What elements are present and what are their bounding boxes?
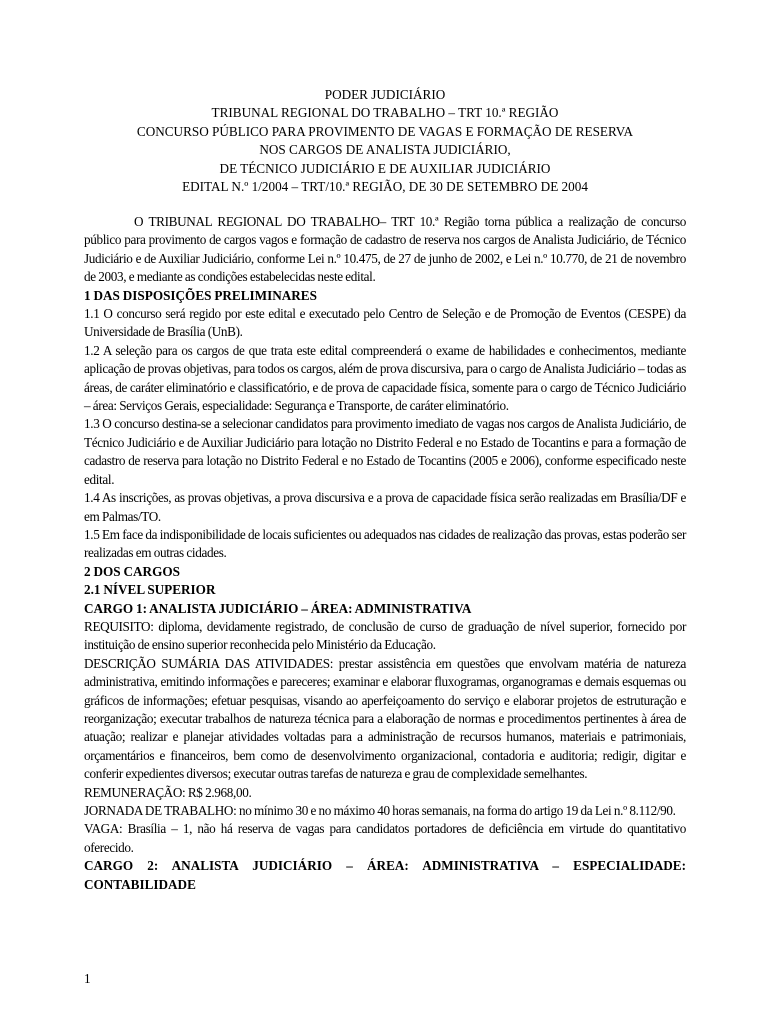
header-line-concurso: CONCURSO PÚBLICO PARA PROVIMENTO DE VAGAS E FORMAÇÃO DE RESERVA (136, 123, 634, 139)
section-1-title: 1 DAS DISPOSIÇÕES PRELIMINARES (84, 287, 317, 303)
paragraph-1-2: 1.2 A seleção para os cargos de que trata este edital compreenderá o exame de habilidades e conhecimentos, mediante aplicação de provas objetivas, para todos os cargos, além de prova discursiva, para o cargo de Analista Judiciário – todas as áreas, de caráter eliminatório e classificatório, e de prova de capacidade física, somente para o cargo de Técnico Judiciário – área: Serviços Gerais, especialidade: Segurança e Transporte, de caráter eliminatório. (84, 342, 686, 414)
cargo-1-jornada: JORNADA DE TRABALHO: no mínimo 30 e no máximo 40 horas semanais, na forma do artigo 19 da Lei n.º 8.112/90. (84, 803, 676, 818)
section-2-title: 2 DOS CARGOS (84, 563, 180, 579)
cargo-1-remuneracao: REMUNERAÇÃO: R$ 2.968,00. (84, 784, 252, 800)
header-line-poder: PODER JUDICIÁRIO (324, 87, 446, 102)
intro-paragraph: O TRIBUNAL REGIONAL DO TRABALHO– TRT 10.ª Região torna pública a realização de concurso público para provimento de cargos vagos e formação de cadastro de reserva nos cargos de Analista Judiciário, de Técnico Judiciário e de Auxiliar Judiciário, conforme Lei n.º 10.475, de 27 de junho de 2002, e Lei n.º 10.770, de 21 de novembro de 2003, e mediante as condições estabelecidas neste edital. (84, 214, 686, 285)
document-header (84, 86, 686, 196)
header-line-cargos-analista: NOS CARGOS DE ANALISTA JUDICIÁRIO, (259, 142, 511, 158)
page-number: 1 (84, 971, 91, 986)
cargo-1-requisito: REQUISITO: diploma, devidamente registrado, de conclusão de curso de graduação de nível superior, fornecido por instituição de ensino superior reconhecida pelo Ministério da Educação. (84, 618, 686, 653)
cargo-1-title: CARGO 1: ANALISTA JUDICIÁRIO – ÁREA: ADMINISTRATIVA (84, 600, 472, 616)
header-line-edital: EDITAL N.º 1/2004 – TRT/10.ª REGIÃO, DE 30 DE SETEMBRO DE 2004 (182, 179, 588, 195)
paragraph-1-1: 1.1 O concurso será regido por este edital e executado pelo Centro de Seleção e de Promoção de Eventos (CESPE) da Universidade de Brasília (UnB). (84, 306, 686, 340)
paragraph-1-3: 1.3 O concurso destina-se a selecionar candidatos para provimento imediato de vagas nos cargos de Analista Judiciário, de Técnico Judiciário e de Auxiliar Judiciário para lotação no Distrito Federal e no Estado de Tocantins e para a formação de cadastro de reserva para lotação no Distrito Federal e no Estado de Tocantins (2005 e 2006), conforme especificado neste edital. (84, 416, 686, 487)
section-2-1-title: 2.1 NÍVEL SUPERIOR (84, 582, 216, 598)
cargo-1-descricao: DESCRIÇÃO SUMÁRIA DAS ATIVIDADES: prestar assistência em questões que envolvam matéria de natureza administrativa, emitindo informações e pareceres; examinar e elaborar fluxogramas, organogramas e demais esquemas ou gráficos de informações; efetuar pesquisas, visando ao aperfeiçoamento do serviço e elaborar projetos de estruturação e reorganização; executar trabalhos de natureza técnica para a elaboração de normas e procedimentos pertinentes à área de atuação; realizar e planejar atividades voltadas para a administração de recursos humanos, materiais e patrimoniais, orçamentários e financeiros, bem como de desenvolvimento organizacional, contadoria e auditoria; redigir, digitar e conferir expedientes diversos; executar outras tarefas de natureza e grau de complexidade semelhantes. (84, 655, 686, 782)
paragraph-1-5: 1.5 Em face da indisponibilidade de locais suficientes ou adequados nas cidades de realização das provas, estas poderão ser realizadas em outras cidades. (84, 526, 686, 561)
cargo-1-vaga: VAGA: Brasília – 1, não há reserva de vagas para candidatos portadores de deficiência em virtude do quantitativo oferecido. (84, 821, 686, 855)
document-body (84, 213, 686, 894)
header-line-cargos-tecnico: DE TÉCNICO JUDICIÁRIO E DE AUXILIAR JUDICIÁRIO (219, 160, 551, 176)
header-line-tribunal: TRIBUNAL REGIONAL DO TRABALHO – TRT 10.ª REGIÃO (211, 105, 559, 121)
cargo-2-title: CARGO 2: ANALISTA JUDICIÁRIO – ÁREA: ADMINISTRATIVA – ESPECIALIDADE: CONTABILIDADE (84, 858, 686, 892)
paragraph-1-4: 1.4 As inscrições, as provas objetivas, a prova discursiva e a prova de capacidade física serão realizadas em Brasília/DF e em Palmas/TO. (84, 490, 686, 524)
